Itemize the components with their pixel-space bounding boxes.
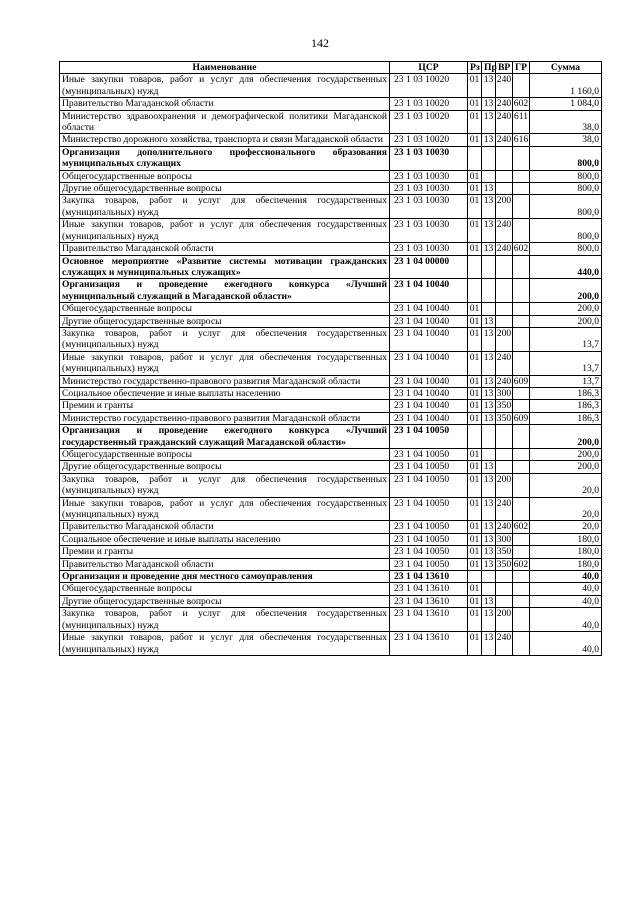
cell-csr: 23 1 04 10050 xyxy=(390,521,468,533)
cell-gr xyxy=(513,183,530,195)
cell-pr: 13 xyxy=(482,134,496,146)
cell-csr: 23 1 04 13610 xyxy=(390,571,468,583)
cell-name: Правительство Магаданской области xyxy=(60,521,390,533)
cell-name: Организация и проведение дня местного самоуправления xyxy=(60,571,390,583)
cell-pr: 13 xyxy=(482,412,496,424)
cell-vr: 240 xyxy=(496,243,512,255)
cell-sum: 800,0 xyxy=(530,170,602,182)
cell-sum: 200,0 xyxy=(530,279,602,303)
cell-vr xyxy=(496,583,513,595)
cell-rz: 01 xyxy=(468,183,482,195)
cell-rz xyxy=(468,425,482,449)
cell-vr xyxy=(496,255,513,279)
cell-pr: 13 xyxy=(482,387,496,399)
cell-sum: 800,0 xyxy=(530,219,602,243)
cell-rz: 01 xyxy=(468,98,482,110)
cell-rz: 01 xyxy=(468,303,482,315)
cell-rz: 01 xyxy=(468,595,482,607)
header-sum: Сумма xyxy=(530,62,602,74)
header-csr: ЦСР xyxy=(390,62,468,74)
cell-pr xyxy=(482,449,496,461)
cell-gr: 609 xyxy=(513,412,529,424)
table-row xyxy=(60,243,602,255)
cell-gr xyxy=(513,351,530,375)
cell-csr: 23 1 04 13610 xyxy=(390,595,468,607)
cell-gr xyxy=(513,303,530,315)
cell-rz: 01 xyxy=(468,449,482,461)
cell-sum: 20,0 xyxy=(530,497,602,521)
cell-gr xyxy=(513,571,530,583)
cell-pr: 13 xyxy=(482,243,496,255)
cell-vr: 350 xyxy=(496,412,512,424)
table-row xyxy=(60,533,602,545)
table-row xyxy=(60,327,602,351)
cell-gr xyxy=(513,74,530,98)
cell-name: Правительство Магаданской области xyxy=(60,98,390,110)
cell-name: Социальное обеспечение и иные выплаты населению xyxy=(60,387,390,399)
cell-sum: 800,0 xyxy=(530,195,602,219)
table-row xyxy=(60,303,602,315)
cell-gr xyxy=(513,279,530,303)
cell-rz: 01 xyxy=(468,461,482,473)
cell-pr xyxy=(482,279,496,303)
cell-name: Закупка товаров, работ и услуг для обеспечения государственных (муниципальных) нужд xyxy=(60,327,390,351)
cell-vr: 200 xyxy=(496,195,513,219)
table-row xyxy=(60,255,602,279)
budget-table xyxy=(59,61,602,656)
cell-vr: 240 xyxy=(496,98,512,110)
cell-gr: 611 xyxy=(513,110,530,134)
cell-vr: 240 xyxy=(496,351,513,375)
table-row xyxy=(60,387,602,399)
cell-csr: 23 1 03 10020 xyxy=(390,110,468,134)
cell-pr: 13 xyxy=(482,98,496,110)
cell-sum: 38,0 xyxy=(530,110,602,134)
cell-csr: 23 1 04 13610 xyxy=(390,632,468,656)
cell-name: Закупка товаров, работ и услуг для обеспечения государственных (муниципальных) нужд xyxy=(60,195,390,219)
cell-vr xyxy=(496,183,513,195)
cell-pr: 13 xyxy=(482,74,496,98)
cell-vr: 350 xyxy=(496,546,512,558)
cell-vr xyxy=(496,595,513,607)
cell-sum: 180,0 xyxy=(530,558,602,570)
cell-rz: 01 xyxy=(468,195,482,219)
cell-vr: 200 xyxy=(496,608,513,632)
cell-csr: 23 1 04 10050 xyxy=(390,449,468,461)
cell-csr: 23 1 04 10040 xyxy=(390,351,468,375)
cell-name: Общегосударственные вопросы xyxy=(60,583,390,595)
table-row xyxy=(60,497,602,521)
cell-vr: 240 xyxy=(496,632,513,656)
cell-rz xyxy=(468,146,482,170)
cell-pr: 13 xyxy=(482,521,496,533)
cell-rz: 01 xyxy=(468,473,482,497)
cell-gr xyxy=(513,497,530,521)
cell-vr: 240 xyxy=(496,134,512,146)
cell-vr: 240 xyxy=(496,497,513,521)
cell-sum: 180,0 xyxy=(530,533,602,545)
cell-name: Общегосударственные вопросы xyxy=(60,303,390,315)
cell-rz: 01 xyxy=(468,533,482,545)
cell-csr: 23 1 04 13610 xyxy=(390,583,468,595)
cell-pr: 13 xyxy=(482,497,496,521)
cell-pr: 13 xyxy=(482,608,496,632)
cell-csr: 23 1 04 10050 xyxy=(390,425,468,449)
cell-sum: 40,0 xyxy=(530,571,602,583)
cell-name: Социальное обеспечение и иные выплаты населению xyxy=(60,533,390,545)
cell-rz: 01 xyxy=(468,219,482,243)
cell-pr: 13 xyxy=(482,375,496,387)
header-rz: Рз xyxy=(468,62,482,74)
cell-vr xyxy=(496,315,513,327)
cell-gr xyxy=(513,255,530,279)
cell-csr: 23 1 04 10050 xyxy=(390,533,468,545)
cell-csr: 23 1 03 10030 xyxy=(390,183,468,195)
cell-sum: 200,0 xyxy=(530,425,602,449)
cell-gr: 602 xyxy=(513,558,529,570)
table-row xyxy=(60,351,602,375)
table-row xyxy=(60,74,602,98)
table-row xyxy=(60,195,602,219)
cell-gr xyxy=(513,146,530,170)
cell-name: Организация и проведение ежегодного конкурса «Лучший государственный гражданский служащий Магаданской области» xyxy=(60,425,390,449)
table-row xyxy=(60,412,602,424)
cell-pr xyxy=(482,425,496,449)
cell-name: Иные закупки товаров, работ и услуг для обеспечения государственных (муниципальных) нужд xyxy=(60,74,390,98)
cell-gr xyxy=(513,583,530,595)
cell-pr xyxy=(482,303,496,315)
cell-vr: 350 xyxy=(496,400,512,412)
cell-name: Министерство государственно-правового развития Магаданской области xyxy=(60,375,390,387)
cell-pr xyxy=(482,571,496,583)
cell-rz: 01 xyxy=(468,110,482,134)
table-header-row xyxy=(60,62,602,74)
cell-rz: 01 xyxy=(468,243,482,255)
cell-pr xyxy=(482,583,496,595)
cell-name: Иные закупки товаров, работ и услуг для обеспечения государственных (муниципальных) нужд xyxy=(60,632,390,656)
header-gr: ГР xyxy=(513,62,530,74)
cell-pr: 13 xyxy=(482,473,496,497)
cell-csr: 23 1 04 10040 xyxy=(390,315,468,327)
cell-rz: 01 xyxy=(468,558,482,570)
cell-name: Общегосударственные вопросы xyxy=(60,449,390,461)
cell-csr: 23 1 03 10030 xyxy=(390,243,468,255)
cell-gr xyxy=(513,461,530,473)
table-row xyxy=(60,546,602,558)
table-row xyxy=(60,375,602,387)
cell-name: Общегосударственные вопросы xyxy=(60,170,390,182)
cell-vr xyxy=(496,279,513,303)
cell-pr: 13 xyxy=(482,183,496,195)
cell-pr: 13 xyxy=(482,110,496,134)
cell-gr: 609 xyxy=(513,375,529,387)
cell-vr: 350 xyxy=(496,558,512,570)
table-row xyxy=(60,400,602,412)
cell-vr xyxy=(496,303,513,315)
cell-csr: 23 1 04 10040 xyxy=(390,400,468,412)
cell-csr: 23 1 04 13610 xyxy=(390,608,468,632)
cell-pr: 13 xyxy=(482,533,496,545)
cell-name: Другие общегосударственные вопросы xyxy=(60,461,390,473)
cell-sum: 1 084,0 xyxy=(530,98,602,110)
cell-sum: 38,0 xyxy=(530,134,602,146)
cell-sum: 200,0 xyxy=(530,315,602,327)
cell-csr: 23 1 03 10020 xyxy=(390,74,468,98)
cell-vr: 240 xyxy=(496,521,512,533)
cell-name: Закупка товаров, работ и услуг для обеспечения государственных (муниципальных) нужд xyxy=(60,608,390,632)
cell-gr xyxy=(513,449,530,461)
header-vr: ВР xyxy=(496,62,513,74)
cell-rz xyxy=(468,255,482,279)
cell-gr xyxy=(513,315,530,327)
cell-name: Иные закупки товаров, работ и услуг для обеспечения государственных (муниципальных) нужд xyxy=(60,351,390,375)
cell-csr: 23 1 03 10030 xyxy=(390,195,468,219)
cell-name: Другие общегосударственные вопросы xyxy=(60,315,390,327)
cell-name: Министерство государственно-правового развития Магаданской области xyxy=(60,412,390,424)
cell-rz: 01 xyxy=(468,632,482,656)
cell-sum: 20,0 xyxy=(530,521,602,533)
cell-csr: 23 1 03 10020 xyxy=(390,98,468,110)
table-row xyxy=(60,279,602,303)
cell-gr xyxy=(513,425,530,449)
cell-csr: 23 1 04 10040 xyxy=(390,412,468,424)
cell-gr xyxy=(513,608,530,632)
cell-gr: 602 xyxy=(513,243,529,255)
cell-vr xyxy=(496,146,513,170)
cell-gr xyxy=(513,632,530,656)
table-row xyxy=(60,183,602,195)
cell-vr: 240 xyxy=(496,74,513,98)
cell-sum: 800,0 xyxy=(530,243,602,255)
cell-csr: 23 1 04 10040 xyxy=(390,303,468,315)
cell-csr: 23 1 04 10050 xyxy=(390,473,468,497)
cell-pr: 13 xyxy=(482,400,496,412)
cell-pr: 13 xyxy=(482,546,496,558)
table-row xyxy=(60,583,602,595)
cell-pr: 13 xyxy=(482,558,496,570)
cell-name: Другие общегосударственные вопросы xyxy=(60,183,390,195)
table-row xyxy=(60,219,602,243)
cell-vr: 200 xyxy=(496,473,513,497)
cell-sum: 180,0 xyxy=(530,546,602,558)
cell-pr xyxy=(482,255,496,279)
cell-name: Закупка товаров, работ и услуг для обеспечения государственных (муниципальных) нужд xyxy=(60,473,390,497)
cell-vr xyxy=(496,461,513,473)
cell-csr: 23 1 04 10040 xyxy=(390,279,468,303)
table-row xyxy=(60,558,602,570)
cell-vr xyxy=(496,449,513,461)
table-row xyxy=(60,315,602,327)
cell-gr xyxy=(513,595,530,607)
cell-rz xyxy=(468,571,482,583)
cell-gr xyxy=(513,387,530,399)
cell-vr: 300 xyxy=(496,387,512,399)
cell-rz: 01 xyxy=(468,400,482,412)
cell-gr xyxy=(513,219,530,243)
cell-rz: 01 xyxy=(468,583,482,595)
table-row xyxy=(60,608,602,632)
cell-gr xyxy=(513,473,530,497)
cell-pr: 13 xyxy=(482,219,496,243)
cell-sum: 800,0 xyxy=(530,183,602,195)
cell-vr xyxy=(496,170,513,182)
cell-csr: 23 1 03 10030 xyxy=(390,146,468,170)
table-row xyxy=(60,595,602,607)
cell-name: Другие общегосударственные вопросы xyxy=(60,595,390,607)
cell-sum: 40,0 xyxy=(530,595,602,607)
cell-csr: 23 1 04 00000 xyxy=(390,255,468,279)
cell-pr: 13 xyxy=(482,195,496,219)
table-row xyxy=(60,110,602,134)
cell-rz: 01 xyxy=(468,74,482,98)
cell-gr: 616 xyxy=(513,134,529,146)
cell-gr: 602 xyxy=(513,521,529,533)
cell-rz: 01 xyxy=(468,315,482,327)
table-row xyxy=(60,98,602,110)
cell-vr: 240 xyxy=(496,375,512,387)
cell-pr xyxy=(482,170,496,182)
cell-sum: 200,0 xyxy=(530,461,602,473)
cell-sum: 13,7 xyxy=(530,351,602,375)
cell-csr: 23 1 04 10050 xyxy=(390,558,468,570)
cell-gr xyxy=(513,400,530,412)
cell-csr: 23 1 03 10030 xyxy=(390,219,468,243)
cell-rz: 01 xyxy=(468,497,482,521)
cell-name: Иные закупки товаров, работ и услуг для обеспечения государственных (муниципальных) нужд xyxy=(60,497,390,521)
cell-sum: 40,0 xyxy=(530,632,602,656)
cell-sum: 200,0 xyxy=(530,449,602,461)
cell-rz: 01 xyxy=(468,327,482,351)
cell-rz: 01 xyxy=(468,375,482,387)
header-name: Наименование xyxy=(60,62,390,74)
cell-rz: 01 xyxy=(468,521,482,533)
cell-sum: 200,0 xyxy=(530,303,602,315)
cell-name: Правительство Магаданской области xyxy=(60,243,390,255)
table-row xyxy=(60,461,602,473)
cell-sum: 13,7 xyxy=(530,327,602,351)
cell-gr: 602 xyxy=(513,98,529,110)
cell-rz: 01 xyxy=(468,351,482,375)
cell-sum: 186,3 xyxy=(530,400,602,412)
cell-csr: 23 1 04 10050 xyxy=(390,461,468,473)
cell-gr xyxy=(513,327,530,351)
table-row xyxy=(60,170,602,182)
cell-name: Премии и гранты xyxy=(60,546,390,558)
cell-name: Премии и гранты xyxy=(60,400,390,412)
cell-pr: 13 xyxy=(482,327,496,351)
cell-sum: 800,0 xyxy=(530,146,602,170)
cell-name: Организация и проведение ежегодного конкурса «Лучший муниципальный служащий в Магаданской области» xyxy=(60,279,390,303)
cell-sum: 40,0 xyxy=(530,608,602,632)
cell-pr: 13 xyxy=(482,632,496,656)
cell-csr: 23 1 03 10030 xyxy=(390,170,468,182)
cell-csr: 23 1 03 10020 xyxy=(390,134,468,146)
table-row xyxy=(60,473,602,497)
cell-csr: 23 1 04 10040 xyxy=(390,327,468,351)
cell-pr: 13 xyxy=(482,351,496,375)
page-number: 142 xyxy=(311,36,329,50)
cell-csr: 23 1 04 10040 xyxy=(390,375,468,387)
cell-rz: 01 xyxy=(468,546,482,558)
header-pr: Пр xyxy=(482,62,496,74)
cell-vr xyxy=(496,571,513,583)
table-row xyxy=(60,146,602,170)
cell-vr: 200 xyxy=(496,327,513,351)
table-row xyxy=(60,521,602,533)
cell-vr: 240 xyxy=(496,219,513,243)
cell-sum: 186,3 xyxy=(530,387,602,399)
cell-gr xyxy=(513,546,530,558)
cell-gr xyxy=(513,170,530,182)
table-row xyxy=(60,425,602,449)
cell-name: Иные закупки товаров, работ и услуг для обеспечения государственных (муниципальных) нужд xyxy=(60,219,390,243)
cell-name: Основное мероприятие «Развитие системы мотивации гражданских служащих и муниципальных служащих» xyxy=(60,255,390,279)
cell-name: Министерство здравоохранения и демографической политики Магаданской области xyxy=(60,110,390,134)
cell-csr: 23 1 04 10050 xyxy=(390,546,468,558)
cell-sum: 1 160,0 xyxy=(530,74,602,98)
cell-sum: 20,0 xyxy=(530,473,602,497)
cell-rz: 01 xyxy=(468,608,482,632)
cell-csr: 23 1 04 10050 xyxy=(390,497,468,521)
cell-name: Министерство дорожного хозяйства, транспорта и связи Магаданской области xyxy=(60,134,390,146)
cell-name: Правительство Магаданской области xyxy=(60,558,390,570)
table-row xyxy=(60,449,602,461)
table-row xyxy=(60,571,602,583)
table-row xyxy=(60,632,602,656)
cell-rz: 01 xyxy=(468,412,482,424)
cell-rz: 01 xyxy=(468,134,482,146)
cell-pr: 13 xyxy=(482,315,496,327)
cell-csr: 23 1 04 10040 xyxy=(390,387,468,399)
table-row xyxy=(60,134,602,146)
cell-rz: 01 xyxy=(468,170,482,182)
cell-sum: 40,0 xyxy=(530,583,602,595)
cell-sum: 186,3 xyxy=(530,412,602,424)
cell-sum: 440,0 xyxy=(530,255,602,279)
cell-rz xyxy=(468,279,482,303)
cell-pr: 13 xyxy=(482,461,496,473)
cell-pr: 13 xyxy=(482,595,496,607)
cell-sum: 13,7 xyxy=(530,375,602,387)
cell-vr xyxy=(496,425,513,449)
cell-gr xyxy=(513,195,530,219)
cell-vr: 300 xyxy=(496,533,512,545)
cell-vr: 240 xyxy=(496,110,513,134)
cell-pr xyxy=(482,146,496,170)
cell-gr xyxy=(513,533,530,545)
cell-rz: 01 xyxy=(468,387,482,399)
cell-name: Организация дополнительного профессионального образования муниципальных служащих xyxy=(60,146,390,170)
